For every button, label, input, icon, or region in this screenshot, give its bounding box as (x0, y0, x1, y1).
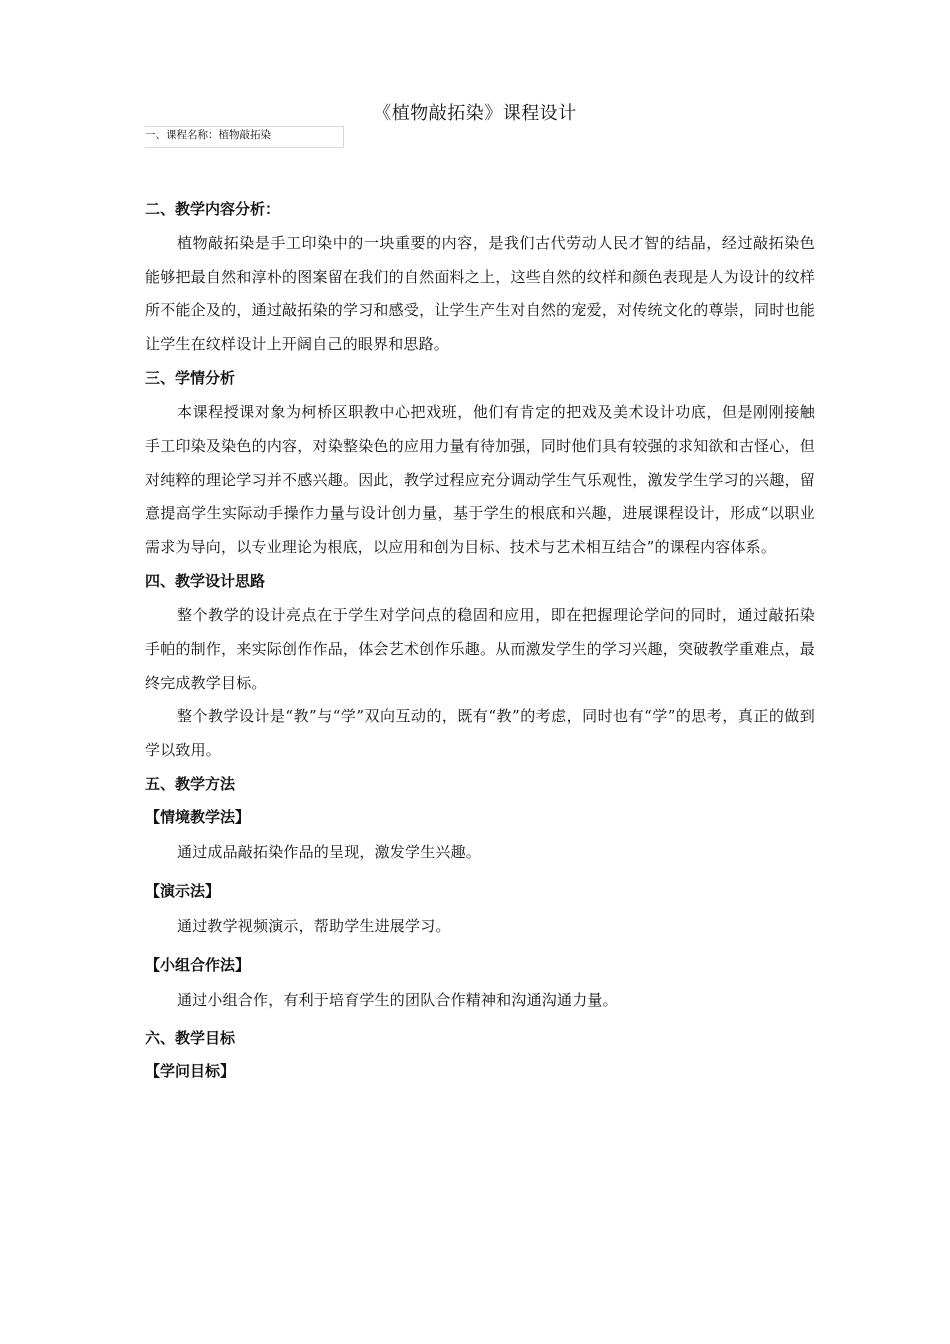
section-heading-student-analysis: 三、学情分析 (145, 369, 236, 388)
method-desc: 通过教学视频演示，帮助学生进展学习。 (177, 916, 451, 935)
method-desc: 通过成品敲拓染作品的呈现，激发学生兴趣。 (177, 843, 482, 862)
subheading-knowledge-goals: 【学问目标】 (145, 1062, 236, 1081)
section-heading-content-analysis: 二、教学内容分析： (145, 200, 281, 218)
paragraph-student-analysis: 本课程授课对象为柯桥区职教中心把戏班，他们有肯定的把戏及美术设计功底，但是刚刚接触手工印染及染色的内容，对染整染色的应用力量有待加强，同时他们具有较强的求知欲和古怪心，但对纯粹的理论学习并不感兴趣。因此，教学过程应充分调动学生气乐观性，激发学生学习的兴趣，留意提高学生实际动手操作力量与设计创力量，基于学生的根底和兴趣，进展课程设计，形成“以职业需求为导向，以专业理论为根底，以应用和创为目标、技术与艺术相互结合”的课程内容体系。 (145, 403, 815, 556)
course-name-box (145, 126, 344, 148)
course-name-label: 一、课程名称： (145, 129, 219, 141)
method-name: 【情境教学法】 (145, 808, 251, 827)
method-desc: 通过小组合作，有利于培育学生的团队合作精神和沟通沟通力量。 (177, 990, 618, 1009)
document-title: 《植物敲拓染》课程设计 (373, 103, 577, 124)
paragraph-content-analysis: 植物敲拓染是手工印染中的一块重要的内容，是我们古代劳动人民才智的结晶，经过敲拓染色能够把最自然和淳朴的图案留在我们的自然面料之上，这些自然的纹样和颜色表现是人为设计的纹样所不能企及的，通过敲拓染的学习和感受，让学生产生对自然的宠爱，对传统文化的尊崇，同时也能让学生在纹样设计上开阔自己的眼界和思路。 (145, 234, 815, 353)
method-name: 【小组合作法】 (145, 955, 251, 974)
document-body (145, 198, 815, 1093)
section-heading-teaching-methods: 五、教学方法 (145, 775, 236, 794)
paragraph-design-ideas-1: 整个教学的设计亮点在于学生对学问点的稳固和应用，即在把握理论学问的同时，通过敲拓染手帕的制作，来实际创作作品，体会艺术创作乐趣。从而激发学生的学习兴趣，突破教学重难点，最终完成教学目标。 (145, 606, 815, 692)
method-name: 【演示法】 (145, 881, 221, 900)
section-heading-teaching-goals: 六、教学目标 (145, 1029, 236, 1048)
section-heading-design-ideas: 四、教学设计思路 (145, 572, 266, 591)
course-name-value: 植物敲拓染 (218, 129, 271, 141)
paragraph-design-ideas-2: 整个教学设计是“教”与“学”双向互动的，既有“教”的考虑，同时也有“学”的思考，真正的做到学以致用。 (145, 707, 815, 759)
